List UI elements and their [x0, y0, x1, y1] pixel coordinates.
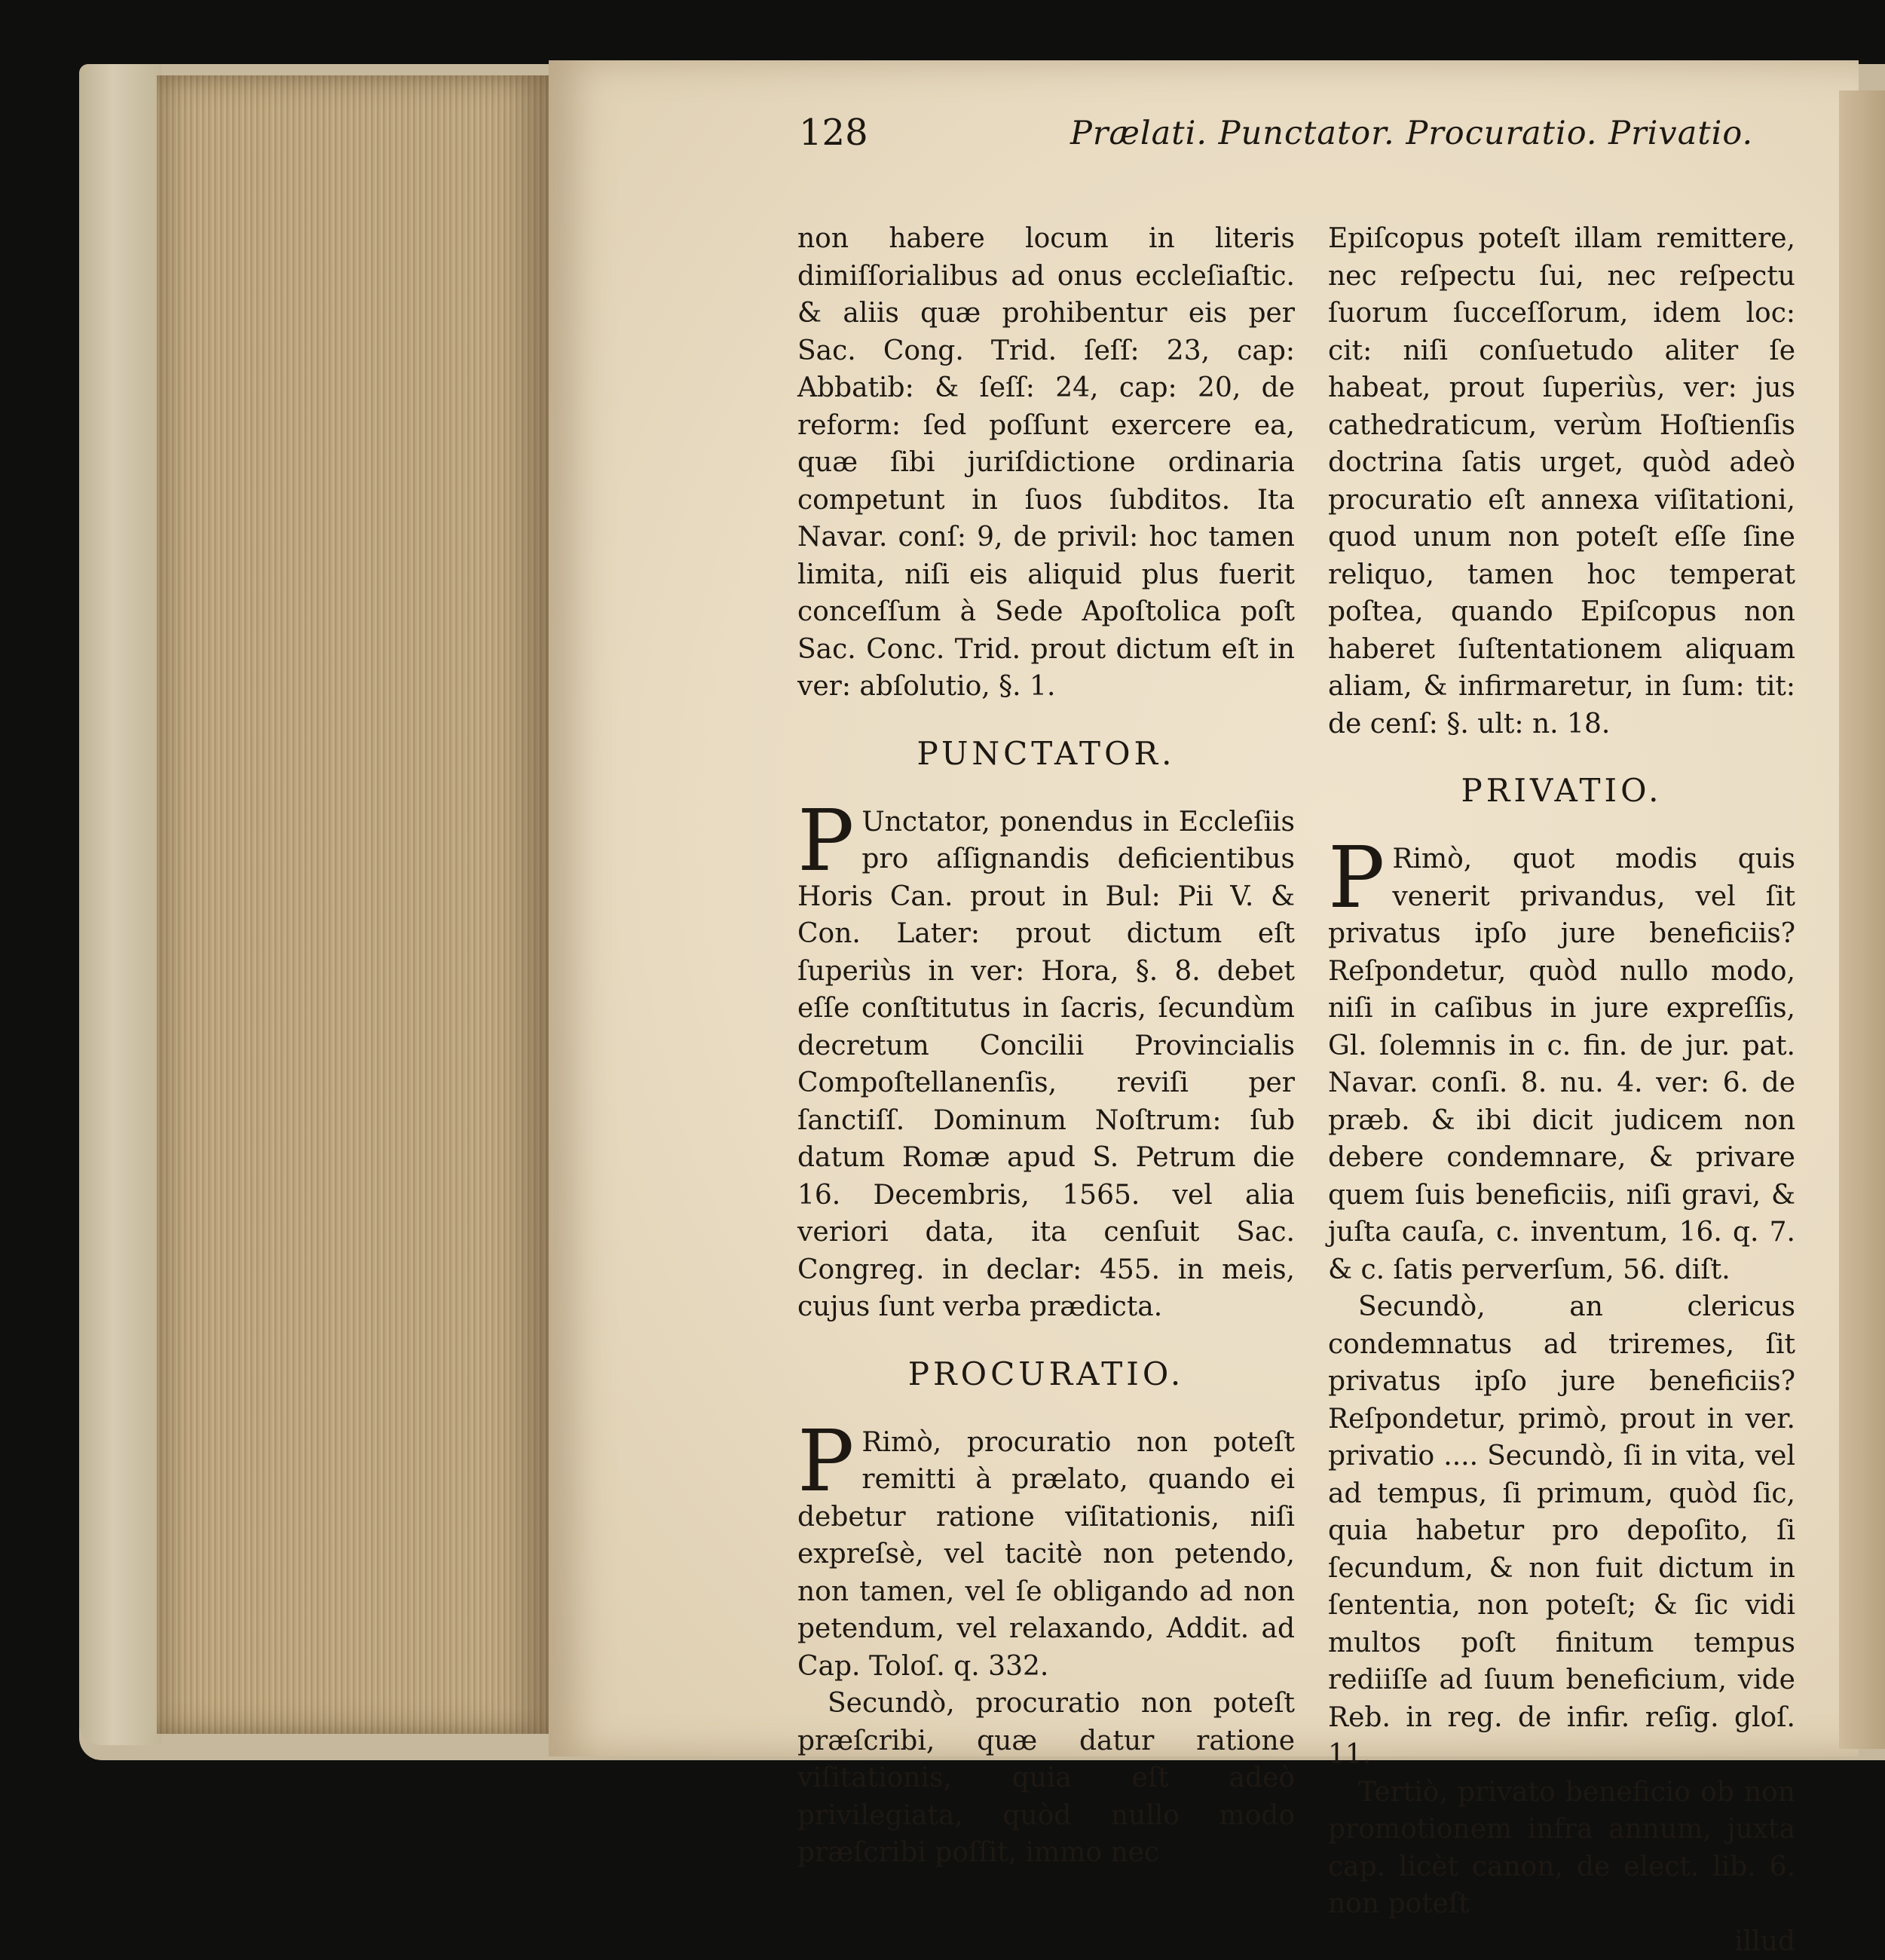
catchword: illud [1328, 1923, 1795, 1960]
drop-cap: P [797, 1429, 854, 1495]
right-column [1328, 220, 1795, 1960]
running-head [799, 112, 1809, 172]
procuratio-text-1: Rimò, procuratio non poteſt remitti à prælato, quando ei debetur ratione viſitationis, niſi expreſsè, vel tacitè non petendo, non tamen, vel ſe obligando ad non petendum, vel relaxando, Addit. ad Cap. Toloſ. q. 332. [797, 1427, 1295, 1682]
heading-privatio: PRIVATIO. [1328, 771, 1795, 810]
procuratio-paragraph-2: Secundò, procuratio non poteſt præſcribi, quæ datur ratione viſitationis, quia eſt adeò privilegiata, quòd nullo modo præſcribi poſſit, immo nec [797, 1685, 1295, 1872]
running-title: Prælati. Punctator. Procuratio. Privatio. [1070, 115, 1753, 152]
heading-punctator: PUNCTATOR. [797, 734, 1295, 773]
privatio-text-1: Rimò, quot modis quis venerit privandus, vel ſit privatus ipſo jure beneficiis? Reſpondetur, quòd nullo modo, niſi in caſibus in jure expreſſis, Gl. ſolemnis in c. fin. de jur. pat. Navar. conſi. 8. nu. 4. ver: 6. de præb. & ibi dicit judicem non debere condemnare, & privare quem ſuis beneficiis, niſi gravi, & juſta cauſa, c. inventum, 16. q. 7. & c. ſatis perverſum, 56. diſt. [1328, 844, 1795, 1285]
punctator-text: Unctator, ponendus in Eccleſiis pro aſſignandis deficientibus Horis Can. prout in Bul: Pii V. & Con. Later: prout dictum eſt ſuperiùs in ver: Hora, §. 8. debet eſſe conſtitutus in ſacris, ſecundùm decretum Concilii Provincialis Compoſtellanenſis, reviſi per ſanctiſſ. Dominum Noſtrum: ſub datum Romæ apud S. Petrum die 16. Decembris, 1565. vel alia veriori data, ita cenſuit Sac. Congreg. in declar: 455. in meis, cujus ſunt verba prædicta. [797, 807, 1295, 1323]
page-block-edge [157, 75, 549, 1734]
facing-page-edge [1839, 90, 1885, 1749]
right-intro-paragraph: Epiſcopus poteſt illam remittere, nec reſpectu ſui, nec reſpectu ſuorum ſucceſſorum, idem loc: cit: niſi conſuetudo aliter ſe habeat, prout ſuperiùs, ver: jus cathedraticum, verùm Hoſtienſis doctrina ſatis urget, quòd adeò procuratio eſt annexa viſitationi, quod unum non poteſt eſſe ſine reliquo, tamen hoc temperat poſtea, quando Epiſcopus non haberet ſuſtentationem aliquam aliam, & infirmaretur, in ſum: tit: de cenſ: §. ult: n. 18. [1328, 220, 1795, 743]
privatio-paragraph-1 [1328, 841, 1795, 1288]
drop-cap: P [797, 808, 854, 874]
left-column [797, 220, 1295, 1872]
privatio-paragraph-2: Secundò, an clericus condemnatus ad triremes, ſit privatus ipſo jure beneficiis? Reſpondetur, primò, prout in ver. privatio .... Secundò, ſi in vita, vel ad tempus, ſi primum, quòd ſic, quia habetur pro depoſito, ſi ſecundum, & non fuit dictum in ſententia, non poteſt; & ſic vidi multos poſt finitum tempus rediiſſe ad ſuum beneficium, vide Reb. in reg. de infir. reſig. gloſ. 11. [1328, 1288, 1795, 1774]
drop-cap: P [1328, 845, 1385, 911]
page-number: 128 [799, 112, 868, 154]
vellum-cover-edge [79, 64, 162, 1745]
heading-procuratio: PROCURATIO. [797, 1355, 1295, 1394]
privatio-paragraph-3: Tertiò, privato beneficio ob non promotionem infra annum, juxta cap. licèt canon, de elect. lib. 6. non poteſt [1328, 1774, 1795, 1923]
procuratio-paragraph-1 [797, 1424, 1295, 1686]
left-intro-paragraph: non habere locum in literis dimiſſorialibus ad onus eccleſiaſtic. & aliis quæ prohibentur eis per Sac. Cong. Trid. ſeſſ: 23, cap: Abbatib: & ſeſſ: 24, cap: 20, de reform: ſed poſſunt exercere ea, quæ ſibi juriſdictione ordinaria competunt in ſuos ſubditos. Ita Navar. conſ: 9, de privil: hoc tamen limita, niſi eis aliquid plus fuerit conceſſum à Sede Apoſtolica poſt Sac. Conc. Trid. prout dictum eſt in ver: abſolutio, §. 1. [797, 220, 1295, 706]
punctator-paragraph [797, 804, 1295, 1326]
